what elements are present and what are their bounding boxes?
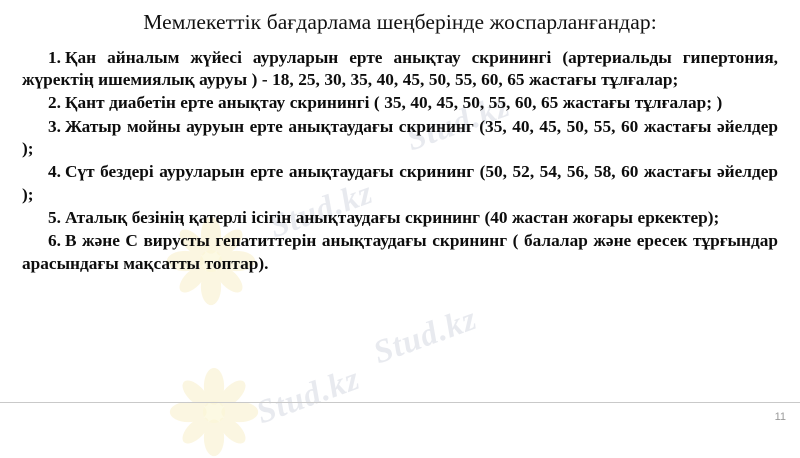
- list-item: [22, 230, 778, 275]
- watermark-text: Stud.kz: [368, 300, 482, 372]
- slide-body: [22, 47, 778, 275]
- list-item-text: В және С вирусты гепатиттерін анықтаудағы скрининг ( балалар және ересек тұрғындар арасындағы мақсатты топтар).: [22, 231, 778, 273]
- list-item-text: Сүт бездері ауруларын ерте анықтаудағы скрининг (50, 52, 54, 56, 58, 60 жастағы әйелдер );: [22, 162, 778, 204]
- list-item: [22, 116, 778, 161]
- list-item-text: Жатыр мойны ауруын ерте анықтаудағы скрининг (35, 40, 45, 50, 55, 60 жастағы әйелдер );: [22, 116, 778, 158]
- list-item: [22, 207, 778, 229]
- list-item-number: 5.: [48, 207, 61, 227]
- list-item-number: 1.: [48, 47, 61, 67]
- list-item-text: Қант диабетін ерте анықтау скринингі ( 35, 40, 45, 50, 55, 60, 65 жастағы тұлғалар; ): [64, 93, 723, 113]
- list-item-text: Аталық безінің қатерлі ісігін анықтаудағы скрининг (40 жастан жоғары еркектер);: [64, 207, 720, 227]
- list-item: [22, 92, 778, 114]
- watermark-text: Stud.kz: [401, 87, 515, 159]
- list-item: [22, 161, 778, 206]
- slide-title: Мемлекеттік бағдарлама шеңберінде жоспарланғандар:: [143, 10, 657, 34]
- list-item: [22, 47, 778, 92]
- list-item-number: 3.: [48, 116, 61, 136]
- flower-watermark-icon: [168, 366, 260, 458]
- page-number: 11: [774, 411, 786, 423]
- list-item-number: 2.: [48, 93, 61, 113]
- footer-divider: [0, 402, 800, 403]
- watermark-text: Stud.kz: [264, 174, 378, 246]
- list-item-text: Қан айналым жүйесі ауруларын ерте анықтау скринингі (артериальды гипертония, жүректің ишемиялық ауруы ) - 18, 25, 30, 35, 40, 45, 50, 55, 60, 65 жастағы тұлғалар;: [22, 47, 778, 90]
- watermark-text: Stud.kz: [251, 360, 365, 432]
- list-item-number: 6.: [48, 231, 61, 251]
- list-item-number: 4.: [48, 162, 61, 182]
